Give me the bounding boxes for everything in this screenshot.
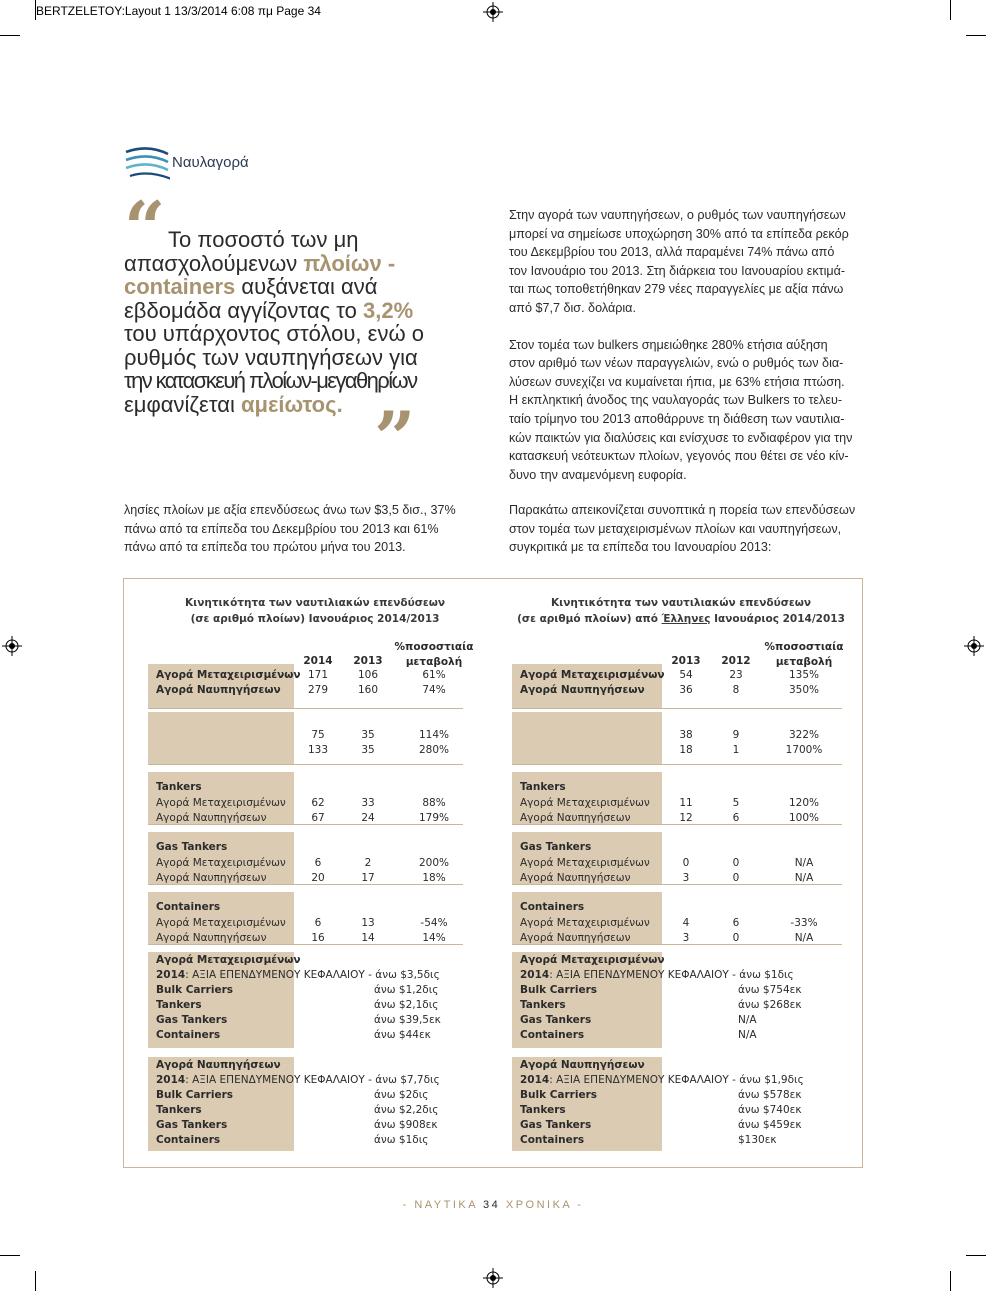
right-column-intro — [509, 501, 865, 557]
group-label: Gas Tankers — [156, 841, 228, 853]
cell-value: 36 — [679, 684, 693, 696]
pull-quote — [124, 228, 474, 416]
pull-quote-accent: containers — [124, 274, 236, 299]
investment-category: Containers — [156, 1029, 221, 1041]
cell-change: 322% — [788, 729, 820, 741]
cell-value: 6 — [314, 857, 322, 869]
footer-right: ΧΡΟΝΙΚΑ - — [500, 1199, 584, 1211]
investment-category: Tankers — [520, 999, 566, 1011]
waves-logo-icon — [124, 146, 170, 188]
right-column-text — [509, 206, 865, 484]
crop-mark — [950, 0, 951, 20]
cell-change: 179% — [418, 812, 450, 824]
investment-category: Containers — [156, 1134, 221, 1146]
text-line: πάνω από τα επίπεδα του Δεκεμβρίου του 2013 και 61% — [124, 521, 439, 536]
pull-quote-line: του υπάρχοντος στόλου, ενώ ο — [124, 321, 424, 346]
investment-category: Bulk Carriers — [156, 1089, 234, 1101]
cell-change: 135% — [788, 669, 820, 681]
group-label: Tankers — [520, 781, 566, 793]
investment-value: άνω $2,1δις — [374, 999, 439, 1011]
cell-value: 279 — [307, 684, 329, 696]
cell-value: 0 — [732, 872, 740, 884]
cell-change: 1700% — [785, 744, 823, 756]
investment-category: Containers — [520, 1029, 585, 1041]
text-line: ται πως τοποθετήθηκαν 279 νέες παραγγελίες με αξία πάνω — [509, 282, 844, 297]
pull-quote-line: απασχολούμενων πλοίων - — [124, 250, 396, 276]
cell-change: 14% — [422, 932, 446, 944]
investment-value: άνω $2,2δις — [374, 1104, 439, 1116]
cell-value: 4 — [682, 917, 690, 929]
row-label: Αγορά Ναυπηγήσεων — [156, 932, 267, 944]
cell-change: 280% — [418, 744, 450, 756]
crop-mark — [966, 35, 986, 36]
table-subtitle: (σε αριθμό πλοίων) από Έλληνες Ιανουάριος 2014/2013 — [517, 613, 845, 625]
investment-value: $130εκ — [738, 1134, 777, 1146]
cell-value: 38 — [679, 729, 693, 741]
cell-change: -54% — [420, 917, 448, 929]
row-label: Αγορά Ναυπηγήσεων — [520, 932, 631, 944]
text-line: ταίο τρίμηνο του 2013 αποθάρρυνε τη διάθεση των ναυτιλια- — [509, 411, 845, 426]
cell-change: 88% — [422, 797, 446, 809]
pull-quote-line: containers αυξάνεται ανά — [124, 274, 378, 299]
registration-mark-icon — [483, 2, 503, 22]
text-line: Στον τομέα των bulkers σημειώθηκε 280% ετήσια αύξηση — [509, 337, 828, 352]
cell-value: 18 — [679, 744, 693, 756]
cell-value: 171 — [307, 669, 329, 681]
cell-value: 35 — [361, 744, 375, 756]
investment-value: άνω $268εκ — [738, 999, 802, 1011]
cell-value: 67 — [311, 812, 325, 824]
row-label: Αγορά Μεταχειρισμένων — [520, 669, 665, 681]
investment-heading: Αγορά Ναυπηγήσεων — [156, 1059, 281, 1071]
cell-change: -33% — [790, 917, 818, 929]
cell-value: 54 — [679, 669, 693, 681]
section-title: Ναυλαγορά — [172, 154, 249, 171]
text-line: στον αριθμό των νέων παραγγελιών, ενώ ο ρυθμός των δια- — [509, 356, 844, 371]
print-slug: BERTZELETOY:Layout 1 13/3/2014 6:08 πμ Page 34 — [36, 4, 321, 18]
text-line: του Δεκεμβρίου του 2013, αλλά παραμένει 74% πάνω από — [509, 245, 835, 260]
cell-value: 2 — [364, 857, 372, 869]
text-line: κών παικτών για διαλύσεις και ενίσχυσε το ενδιαφέρον για την — [509, 430, 853, 445]
cell-value: 133 — [307, 744, 329, 756]
cell-value: 1 — [732, 744, 740, 756]
cell-value: 62 — [311, 797, 325, 809]
text-line: συγκριτικά με τα επίπεδα του Ιανουαρίου 2013: — [509, 540, 772, 555]
text-line: στον τομέα των μεταχειρισμένων πλοίων και ναυπηγήσεων, — [509, 521, 842, 536]
registration-mark-icon — [2, 636, 22, 656]
crop-mark — [35, 1271, 36, 1291]
row-divider — [512, 764, 842, 765]
row-label: Αγορά Μεταχειρισμένων — [520, 797, 650, 809]
investment-category: Gas Tankers — [156, 1119, 228, 1131]
investment-category: Tankers — [520, 1104, 566, 1116]
investment-capital: 2014: ΑΞΙΑ ΕΠΕΝΔΥΜΕΝΟΥ ΚΕΦΑΛΑΙΟΥ - άνω $3,5δις — [156, 969, 440, 981]
registration-mark-icon — [964, 636, 984, 656]
text-line: τον Ιανουάριο του 2013. Στη διάρκεια του Ιανουαρίου εκτιμά- — [509, 263, 846, 278]
crop-mark — [0, 1255, 20, 1256]
investment-value: άνω $740εκ — [738, 1104, 802, 1116]
cell-value: 6 — [732, 812, 740, 824]
cell-value: 8 — [732, 684, 740, 696]
investment-value: άνω $1,2δις — [374, 984, 439, 996]
group-label: Tankers — [156, 781, 202, 793]
investment-category: Gas Tankers — [520, 1119, 592, 1131]
investment-category: Tankers — [156, 999, 202, 1011]
column-header: 2014 — [303, 655, 333, 667]
text-line: μπορεί να σημείωσε υποχώρηση 30% από τα επίπεδα ρεκόρ — [509, 226, 849, 241]
cell-value: 33 — [361, 797, 375, 809]
close-quote-icon: ” — [374, 395, 416, 480]
cell-change: 120% — [788, 797, 820, 809]
cell-value: 6 — [732, 917, 740, 929]
column-header: μεταβολή — [775, 656, 833, 668]
investment-value: άνω $754εκ — [738, 984, 802, 996]
text-line: Στην αγορά των ναυπηγήσεων, ο ρυθμός των ναυπηγήσεων — [509, 208, 846, 222]
pull-quote-line: εβδομάδα αγγίζοντας το 3,2% — [124, 297, 414, 323]
cell-change: N/A — [794, 932, 814, 944]
column-header: 2013 — [671, 655, 701, 667]
cell-value: 20 — [311, 872, 325, 884]
paragraph — [509, 206, 865, 318]
registration-mark-icon — [483, 1268, 503, 1288]
investment-category: Tankers — [156, 1104, 202, 1116]
paragraph — [509, 501, 865, 557]
pull-quote-accent: 3,2% — [363, 297, 414, 323]
cell-change: 74% — [422, 684, 446, 696]
row-label: Αγορά Μεταχειρισμένων — [156, 857, 286, 869]
investment-value: άνω $578εκ — [738, 1089, 802, 1101]
investment-category: Bulk Carriers — [156, 984, 234, 996]
investment-heading: Αγορά Ναυπηγήσεων — [520, 1059, 645, 1071]
row-label: Αγορά Ναυπηγήσεων — [520, 812, 631, 824]
group-label: Containers — [156, 901, 221, 913]
table-subtitle: (σε αριθμό πλοίων) Ιανουάριος 2014/2013 — [190, 613, 440, 625]
cell-value: 13 — [361, 917, 375, 929]
group-label: Gas Tankers — [520, 841, 592, 853]
row-label: Αγορά Μεταχειρισμένων — [156, 797, 286, 809]
crop-mark — [0, 35, 20, 36]
investment-capital: 2014: ΑΞΙΑ ΕΠΕΝΔΥΜΕΝΟΥ ΚΕΦΑΛΑΙΟΥ - άνω $1,9δις — [520, 1074, 804, 1086]
row-label: Αγορά Ναυπηγήσεων — [156, 872, 267, 884]
text-line: Η εκπληκτική άνοδος της ναυλαγοράς των Bulkers το τελευ- — [509, 393, 843, 408]
row-label: Αγορά Μεταχειρισμένων — [520, 857, 650, 869]
crop-mark — [966, 1255, 986, 1256]
text-line: Παρακάτω απεικονίζεται συνοπτικά η πορεία των επενδύσεων — [509, 503, 856, 517]
cell-value: 6 — [314, 917, 322, 929]
investment-category: Bulk Carriers — [520, 1089, 598, 1101]
cell-change: 350% — [788, 684, 820, 696]
pull-quote-line: εμφανίζεται αμείωτος. — [124, 391, 343, 417]
cell-change: 18% — [422, 872, 446, 884]
row-label: Αγορά Μεταχειρισμένων — [156, 917, 286, 929]
text-line: λησίες πλοίων με αξία επενδύσεως άνω των $3,5 δισ., 37% — [124, 503, 456, 517]
cell-change: N/A — [794, 857, 814, 869]
text-line: κατασκευή νεότευκτων πλοίων, γεγονός που θέτει σε νέο κίν- — [509, 449, 849, 464]
pull-quote-accent: αμείωτος. — [240, 391, 343, 417]
cell-change: 114% — [418, 729, 450, 741]
cell-value: 16 — [311, 932, 325, 944]
row-divider — [148, 764, 463, 765]
cell-value: 3 — [682, 872, 690, 884]
cell-change: 61% — [422, 669, 446, 681]
cell-value: 24 — [361, 812, 375, 824]
column-header: %ποσοστιαία — [764, 641, 844, 653]
investment-value: άνω $2δις — [374, 1089, 429, 1101]
crop-mark — [35, 0, 36, 20]
cell-value: 0 — [682, 857, 690, 869]
row-label: Αγορά Ναυπηγήσεων — [156, 684, 281, 696]
cell-value: 75 — [311, 729, 325, 741]
cell-value: 0 — [732, 932, 740, 944]
cell-change: 100% — [788, 812, 820, 824]
investment-capital: 2014: ΑΞΙΑ ΕΠΕΝΔΥΜΕΝΟΥ ΚΕΦΑΛΑΙΟΥ - άνω $1δις — [520, 969, 794, 981]
pull-quote-line: την κατασκευή πλοίων-μεγαθηρίων — [124, 368, 417, 393]
group-label: Containers — [520, 901, 585, 913]
text-line: πάνω από τα επίπεδα του πρώτου μήνα του 2013. — [124, 540, 406, 555]
pull-quote-accent: πλοίων - — [303, 250, 396, 276]
page-footer — [0, 1199, 986, 1211]
row-label: Αγορά Ναυπηγήσεων — [520, 872, 631, 884]
table-title: Κινητικότητα των ναυτιλιακών επενδύσεων — [550, 597, 812, 609]
column-header: 2012 — [721, 655, 751, 667]
table-title: Κινητικότητα των ναυτιλιακών επενδύσεων — [184, 597, 446, 609]
row-label: Αγορά Μεταχειρισμένων — [520, 917, 650, 929]
page-number: 34 — [483, 1199, 501, 1211]
title-highlight: Έλληνες — [661, 613, 711, 625]
cell-change: 200% — [418, 857, 450, 869]
column-header: 2013 — [353, 655, 383, 667]
investment-heading: Αγορά Μεταχειρισμένων — [520, 954, 665, 966]
text-line: δυνο την αναμενόμενη ευφορία. — [509, 467, 687, 482]
cell-value: 0 — [732, 857, 740, 869]
cell-value: 3 — [682, 932, 690, 944]
investment-value: N/A — [738, 1029, 757, 1041]
cell-value: 35 — [361, 729, 375, 741]
paragraph — [509, 336, 865, 485]
pull-quote-line: Το ποσοστό των μη — [168, 227, 359, 252]
cell-value: 160 — [357, 684, 379, 696]
investment-category: Containers — [520, 1134, 585, 1146]
column-header: %ποσοστιαία — [394, 641, 474, 653]
row-label: Αγορά Ναυπηγήσεων — [156, 812, 267, 824]
cell-value: 11 — [679, 797, 693, 809]
investment-category: Gas Tankers — [156, 1014, 228, 1026]
column-header: μεταβολή — [405, 656, 463, 668]
footer-left: - ΝΑΥΤΙΚΑ — [402, 1199, 484, 1211]
cell-value: 17 — [361, 872, 375, 884]
cell-value: 5 — [732, 797, 740, 809]
cell-value: 106 — [357, 669, 379, 681]
text-line: από $7,7 δισ. δολάρια. — [509, 300, 636, 315]
left-column-text — [124, 501, 478, 557]
cell-change: N/A — [794, 872, 814, 884]
row-divider — [148, 708, 463, 709]
investment-category: Bulk Carriers — [520, 984, 598, 996]
text-line: λύσεων συνεχίζει να κυμαίνεται ήπια, με 63% ετήσια πτώση. — [509, 374, 845, 389]
cell-value: 23 — [729, 669, 743, 681]
pull-quote-line: ρυθμός των ναυπηγήσεων για — [124, 344, 418, 370]
investment-value: N/A — [738, 1014, 757, 1026]
row-label: Αγορά Μεταχειρισμένων — [156, 669, 301, 681]
investment-value: άνω $908εκ — [374, 1119, 438, 1131]
cell-value: 12 — [679, 812, 693, 824]
table-band — [148, 712, 294, 764]
cell-value: 14 — [361, 932, 375, 944]
investment-value: άνω $1δις — [374, 1134, 429, 1146]
cell-value: 9 — [732, 729, 740, 741]
row-divider — [512, 708, 842, 709]
investment-value: άνω $44εκ — [374, 1029, 431, 1041]
table-band — [512, 712, 662, 764]
investment-category: Gas Tankers — [520, 1014, 592, 1026]
row-label: Αγορά Ναυπηγήσεων — [520, 684, 645, 696]
open-quote-icon: “ — [124, 185, 166, 270]
investment-heading: Αγορά Μεταχειρισμένων — [156, 954, 301, 966]
investment-value: άνω $459εκ — [738, 1119, 802, 1131]
crop-mark — [950, 1271, 951, 1291]
investment-value: άνω $39,5εκ — [374, 1014, 441, 1026]
investment-capital: 2014: ΑΞΙΑ ΕΠΕΝΔΥΜΕΝΟΥ ΚΕΦΑΛΑΙΟΥ - άνω $7,7δις — [156, 1074, 440, 1086]
